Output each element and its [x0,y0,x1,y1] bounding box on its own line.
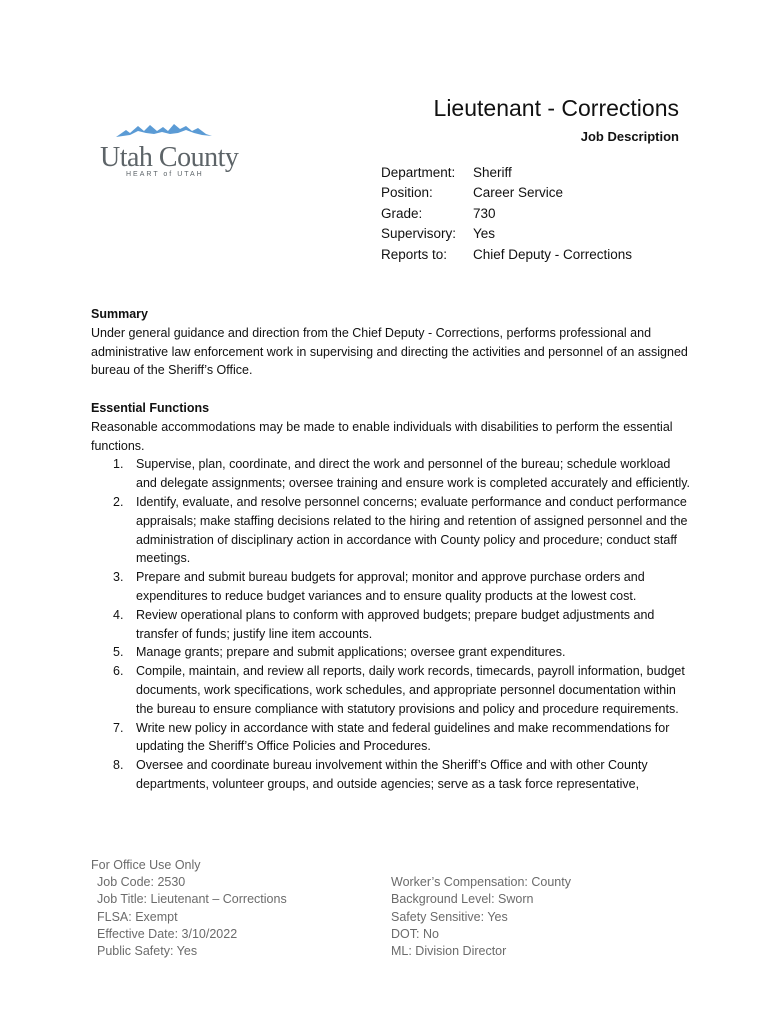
background-level: Background Level: Sworn [391,892,534,907]
summary-text: Under general guidance and direction from the Chief Deputy - Corrections, performs professional and administrative law enforcement work in supervising and directing the activities and personnel of an assigned bureau of the Sheriff’s Office. [91,325,688,378]
item-number: 5. [113,645,124,660]
effective-date: Effective Date: 3/10/2022 [97,926,238,941]
essential-functions-list [91,455,691,793]
document-body [91,305,691,794]
page-title: Lieutenant - Corrections [433,95,679,121]
item-number: 7. [113,720,124,735]
info-value: Yes [473,226,496,242]
item-number: 8. [113,758,124,773]
item-number: 4. [113,607,124,622]
item-text: Supervise, plan, coordinate, and direct the work and personnel of the bureau; schedule workload and delegate assignments; oversee training and ensure work is completed accurately and efficiently. [136,457,691,491]
item-text: Manage grants; prepare and submit applications; oversee grant expenditures. [136,645,566,660]
footer-heading: For Office Use Only [91,858,201,872]
office-use-footer [91,857,571,958]
info-value: Career Service [473,185,564,201]
ml: ML: Division Director [391,944,507,958]
public-safety: Public Safety: Yes [97,944,198,958]
item-text: Review operational plans to conform with approved budgets; prepare budget adjustments and transfer of funds; justify line item accounts. [136,607,655,641]
info-row-grade [381,203,632,224]
item-number: 6. [113,664,124,679]
footer-left-column [91,874,397,960]
info-value: Chief Deputy - Corrections [473,246,633,262]
item-text: Write new policy in accordance with state and federal guidelines and make recommendations for updating the Sheriff’s Office Policies and Procedures. [136,720,670,754]
flsa: FLSA: Exempt [97,909,178,924]
item-number: 3. [113,570,124,585]
item-number: 1. [113,457,124,472]
item-text: Identify, evaluate, and resolve personnel concerns; evaluate performance and conduct performance appraisals; make staffing decisions related to the hiring and retention of assigned personnel and the administration of disciplinary action in accordance with County policy and procedure; conduct staff meetings. [136,494,688,566]
list-item [91,662,691,718]
list-item [91,455,691,493]
page-subtitle: Job Description [580,129,679,144]
info-value: Sheriff [473,164,512,180]
essential-functions-heading: Essential Functions [91,400,210,415]
job-title: Job Title: Lieutenant – Corrections [97,892,287,907]
item-text: Oversee and coordinate bureau involvement within the Sheriff’s Office and with other County departments, volunteer groups, and outside agencies; serve as a task force representative, [136,758,648,791]
info-row-supervisory [381,224,632,245]
utah-county-logo [100,122,239,182]
job-code: Job Code: 2530 [97,875,186,890]
job-info-table [381,162,632,265]
info-value: 730 [473,205,496,221]
item-text: Prepare and submit bureau budgets for approval; monitor and approve purchase orders and expenditures to reduce budget variances and to ensure quality products at the lowest cost. [136,570,645,603]
list-item [91,719,691,757]
info-label: Grade: [381,205,423,221]
list-item [91,568,691,606]
info-label: Department: [381,164,456,180]
info-row-department [381,162,632,183]
info-label: Supervisory: [381,226,457,242]
safety-sensitive: Safety Sensitive: Yes [391,909,508,924]
dot: DOT: No [391,926,439,941]
item-text: Compile, maintain, and review all reports, daily work records, timecards, payroll information, budget documents, work specifications, work schedules, and appropriate personnel documentation within the bureau to ensure compliance with statutory provisions and policy and procedure requirements. [136,664,685,716]
workers-compensation: Worker’s Compensation: County [391,875,571,890]
list-item [91,606,691,644]
list-item [91,756,691,794]
summary-heading: Summary [91,307,148,321]
logo-name: Utah County [100,142,239,173]
info-label: Reports to: [381,246,448,262]
item-number: 2. [113,494,124,509]
info-label: Position: [381,185,433,201]
logo-tagline: HEART of UTAH [126,171,204,178]
info-row-position [381,183,632,204]
footer-right-column [391,874,691,960]
info-row-reports-to [381,244,632,265]
list-item [91,493,691,568]
list-item [91,643,691,662]
essential-functions-intro: Reasonable accommodations may be made to enable individuals with disabilities to perform the essential functions. [91,419,673,453]
mountain-logo-icon [116,122,212,140]
